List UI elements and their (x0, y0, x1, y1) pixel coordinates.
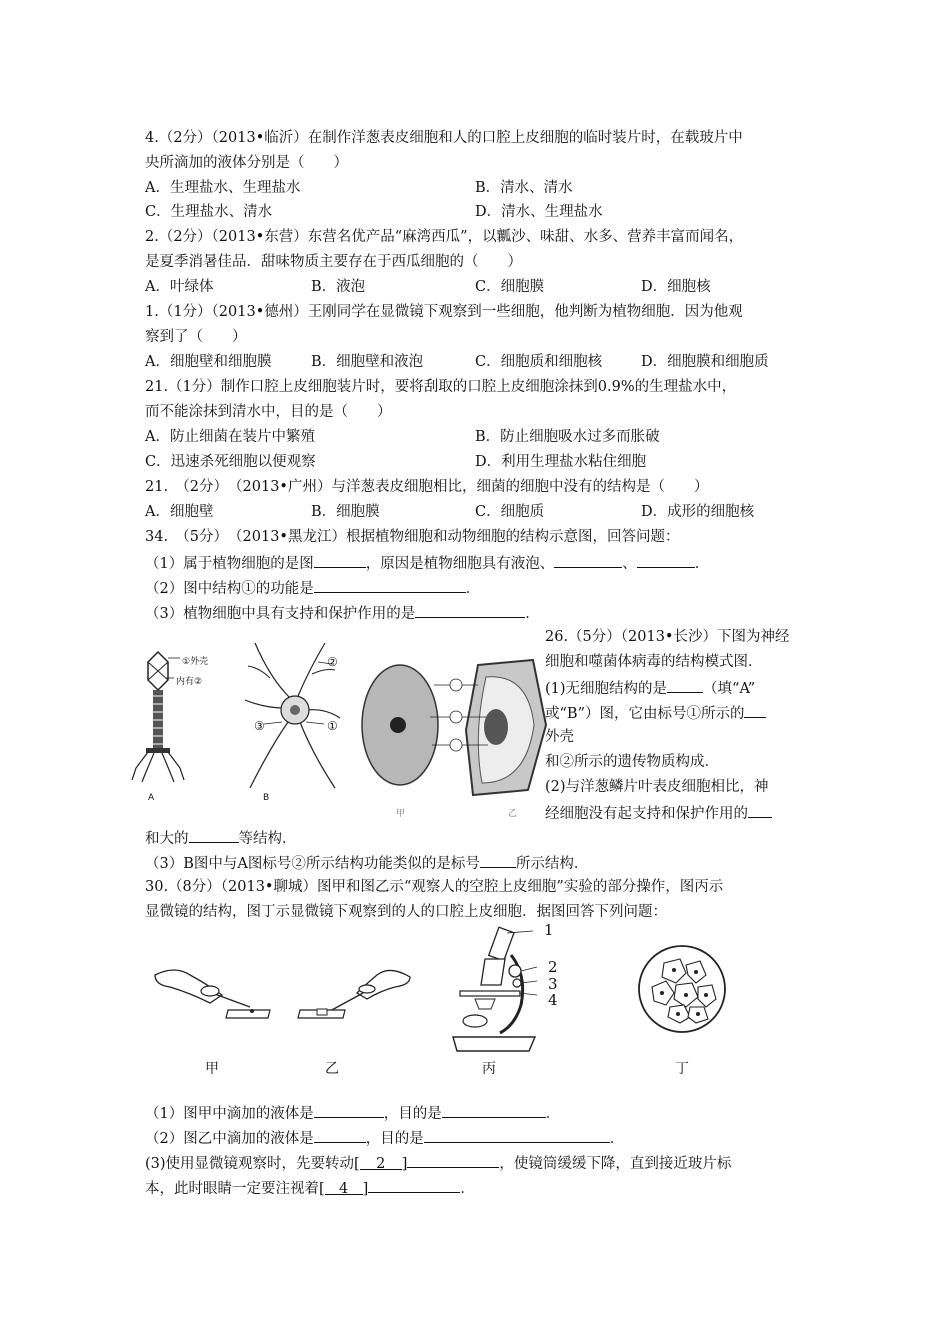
q4-option-a: A．生理盐水、生理盐水 (145, 180, 301, 196)
answer-blank (667, 677, 703, 693)
q21b-option-c: C．细胞质 (475, 504, 545, 520)
dropper-figure-jia (150, 955, 275, 1030)
q4-option-d: D．清水、生理盐水 (475, 204, 603, 220)
q26-line3: (1)无细胞结构的是 （填“A” (545, 677, 755, 699)
q21b-option-b: B．细胞膜 (311, 504, 380, 520)
phage-figure (128, 640, 228, 810)
q4-option-b: B．清水、清水 (475, 180, 573, 196)
q34-stem: 34. （5分） （2013•黑龙江）根据植物细胞和动物细胞的结构示意图，回答问题： (145, 529, 680, 545)
microscope-label-4: 4 (548, 991, 558, 1009)
cheek-cells-figure-ding (636, 943, 728, 1035)
answer-blank (637, 552, 695, 568)
neuron-label-1: ① (327, 719, 338, 733)
answer-filled: 2 (360, 1154, 402, 1170)
figure-label-yi: 乙 (508, 809, 518, 819)
q4-stem-line2: 央所滴加的液体分别是（ ） (145, 155, 348, 171)
q21b-stem: 21. （2分） （2013•广州）与洋葱表皮细胞相比，细菌的细胞中没有的结构是（ ） (145, 479, 709, 495)
q26-line6: 和②所示的遗传物质构成． (545, 754, 719, 770)
q2-option-c: C．细胞膜 (475, 279, 545, 295)
neuron-label-2: ② (327, 655, 338, 669)
caption-jia: 甲 (205, 1061, 219, 1077)
q1-option-b: B．细胞壁和液泡 (311, 354, 424, 370)
microscope-figure-bing (445, 925, 555, 1055)
microscope-label-2: 2 (548, 958, 558, 976)
q26-line5: 外壳 (545, 729, 574, 745)
q2-stem-line2: 是夏季消暑佳品．甜味物质主要存在于西瓜细胞的（ ） (145, 254, 522, 270)
q1-option-a: A．细胞壁和细胞膜 (145, 354, 272, 370)
q26-line7: (2)与洋葱鳞片叶表皮细胞相比，神 (545, 779, 769, 795)
caption-bing: 丙 (482, 1061, 496, 1077)
q21a-option-a: A．防止细菌在装片中繁殖 (145, 429, 315, 445)
phage-label-inner: 内有② (176, 677, 203, 687)
q2-option-d: D．细胞核 (641, 279, 711, 295)
q2-stem-line1: 2.（2分）（2013•东营）东营名优产品“麻湾西瓜”，以瓤沙、味甜、水多、营养丰富而闻名， (145, 229, 744, 245)
neuron-label-3: ③ (254, 719, 265, 733)
figure-label-a: A (148, 793, 155, 803)
answer-blank (314, 552, 366, 568)
q30-stem-line2: 显微镜的结构，图丁示显微镜下观察到的人的口腔上皮细胞．据图回答下列问题： (145, 904, 667, 920)
forceps-figure-yi (295, 955, 415, 1030)
answer-blank (314, 1127, 366, 1143)
q26-line1: 26.（5分）（2013•长沙）下图为神经 (545, 629, 790, 645)
figure-label-b: B (263, 793, 270, 803)
q34-part3: （3）植物细胞中具有支持和保护作用的是 ． (145, 602, 540, 624)
figure-label-jia: 甲 (396, 809, 406, 819)
q4-option-c: C．生理盐水、清水 (145, 204, 273, 220)
q26-line4: 或“B”）图，它由标号①所示的 (545, 702, 766, 724)
q34-part2: （2）图中结构①的功能是 ． (145, 577, 480, 599)
q1-option-d: D．细胞膜和细胞质 (641, 354, 769, 370)
q2-option-b: B．液泡 (311, 279, 366, 295)
answer-blank (314, 1102, 384, 1118)
answer-blank (554, 552, 622, 568)
q21b-option-d: D．成形的细胞核 (641, 504, 755, 520)
cells-figure (358, 655, 548, 815)
q1-stem-line2: 察到了（ ） (145, 329, 247, 345)
q30-part2: （2）图乙中滴加的液体是 ，目的是 ． (145, 1127, 624, 1149)
q21a-stem-line1: 21.（1分）制作口腔上皮细胞装片时，要将刮取的口腔上皮细胞涂抹到0.9%的生理盐水中， (145, 379, 737, 395)
answer-blank (189, 827, 239, 843)
q26-line8: 经细胞没有起支持和保护作用的 (545, 802, 772, 824)
q21a-option-b: B．防止细胞吸水过多而胀破 (475, 429, 660, 445)
microscope-label-1: 1 (544, 921, 554, 939)
answer-blank (407, 1152, 499, 1168)
caption-yi: 乙 (325, 1061, 339, 1077)
q4-stem-line1: 4.（2分）（2013•临沂）在制作洋葱表皮细胞和人的口腔上皮细胞的临时装片时，在载玻片中 (145, 130, 743, 146)
q21a-option-d: D．利用生理盐水粘住细胞 (475, 454, 647, 470)
q1-stem-line1: 1.（1分）（2013•德州）王刚同学在显微镜下观察到一些细胞，他判断为植物细胞．因为他观 (145, 304, 743, 320)
q30-part4: 本，此时眼睛一定要注视着[ 4 ] ． (145, 1177, 475, 1199)
answer-blank (480, 852, 516, 868)
q30-part3: (3)使用显微镜观察时，先要转动[ 2 ] ，使镜筒缓缓下降，直到接近玻片标 (145, 1152, 731, 1174)
q2-option-a: A．叶绿体 (145, 279, 214, 295)
q21a-option-c: C．迅速杀死细胞以便观察 (145, 454, 316, 470)
answer-blank (442, 1102, 546, 1118)
q26-line9: 和大的 等结构． (145, 827, 297, 849)
answer-filled: 4 (325, 1179, 363, 1195)
q21b-option-a: A．细胞壁 (145, 504, 214, 520)
microscope-label-3: 3 (548, 975, 558, 993)
caption-ding: 丁 (675, 1061, 689, 1077)
answer-blank (368, 1177, 460, 1193)
q30-part1: （1）图甲中滴加的液体是 ，目的是 ． (145, 1102, 560, 1124)
q34-part1: （1）属于植物细胞的是图 ，原因是植物细胞具有液泡、 、 ． (145, 552, 709, 574)
answer-blank (314, 577, 466, 593)
q21a-stem-line2: 而不能涂抹到清水中，目的是（ ） (145, 404, 392, 420)
phage-label-shell: ①外壳 (182, 657, 209, 667)
q1-option-c: C．细胞质和细胞核 (475, 354, 603, 370)
q30-stem-line1: 30.（8分）（2013•聊城）图甲和图乙示“观察人的空腔上皮细胞”实验的部分操作，图丙示 (145, 879, 724, 895)
answer-blank (748, 802, 772, 818)
answer-blank (415, 602, 525, 618)
answer-blank (744, 702, 766, 718)
answer-blank (424, 1127, 610, 1143)
q26-line2: 细胞和噬菌体病毒的结构模式图． (545, 654, 763, 670)
q26-line10: （3）B图中与A图标号②所示结构功能类似的是标号 所示结构． (145, 852, 588, 874)
